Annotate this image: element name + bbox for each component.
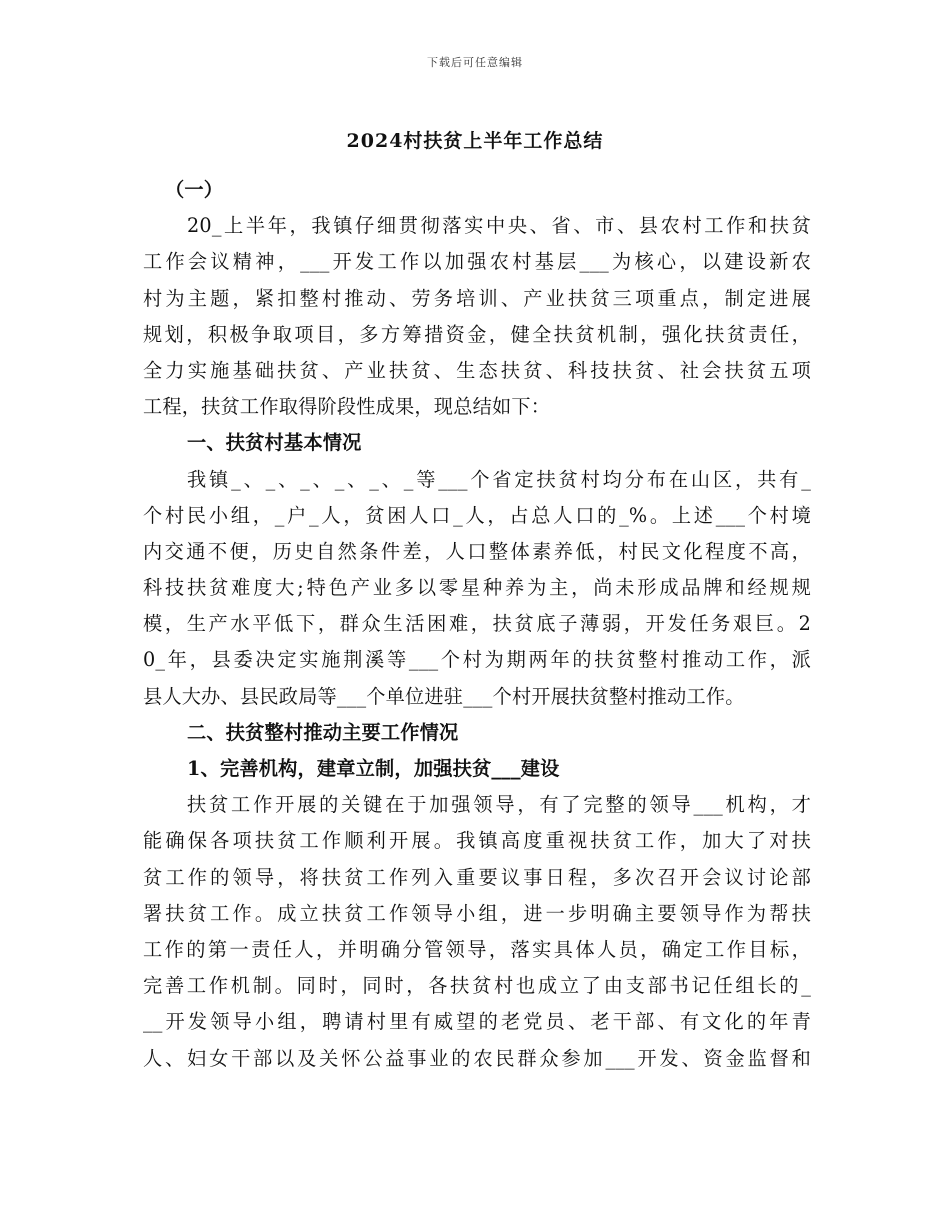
body-line: 内交通不便，历史自然条件差，人口整体素养低，村民文化程度不高， <box>143 539 811 563</box>
body-line: 0_年，县委决定实施荆溪等___个村为期两年的扶贫整村推动工作，派 <box>143 648 811 672</box>
body-line: __开发领导小组，聘请村里有威望的老党员、老干部、有文化的年青 <box>143 1010 811 1034</box>
body-line: 科技扶贫难度大;特色产业多以零星种养为主，尚未形成品牌和经规规 <box>143 576 811 600</box>
body-line: 贫工作的领导，将扶贫工作列入重要议事日程，多次召开会议讨论部 <box>143 865 811 889</box>
body-line: 扶贫工作开展的关键在于加强领导，有了完整的领导___机构，才 <box>187 793 811 817</box>
body-line: 规划，积极争取项目，多方筹措资金，健全扶贫机制，强化扶贫责任， <box>143 322 811 346</box>
body-line: 工程，扶贫工作取得阶段性成果，现总结如下： <box>143 395 551 419</box>
body-line: 完善工作机制。同时，同时，各扶贫村也成立了由支部书记任组长的_ <box>143 974 811 998</box>
body-line: 能确保各项扶贫工作顺利开展。我镇高度重视扶贫工作，加大了对扶 <box>143 829 811 853</box>
body-line: 署扶贫工作。成立扶贫工作领导小组，进一步明确主要领导作为帮扶 <box>143 901 811 925</box>
body-line: 20_上半年，我镇仔细贯彻落实中央、省、市、县农村工作和扶贫 <box>187 214 811 238</box>
document-body <box>143 172 811 1077</box>
body-line: 工作会议精神，___开发工作以加强农村基层___为核心，以建设新农 <box>143 250 811 274</box>
body-line: 个村民小组，_户_人，贫困人口_人，占总人口的_%。上述___个村境 <box>143 503 811 527</box>
body-line: 工作的第一责任人，并明确分管领导，落实具体人员，确定工作目标， <box>143 937 811 961</box>
document-title: 2024村扶贫上半年工作总结 <box>346 130 604 152</box>
section-heading: 二、扶贫整村推动主要工作情况 <box>187 720 459 744</box>
body-line: 村为主题，紧扣整村推动、劳务培训、产业扶贫三项重点，制定进展 <box>143 286 811 310</box>
section-heading: 1、完善机构，建章立制，加强扶贫___建设 <box>187 757 560 780</box>
body-line: 模，生产水平低下，群众生活困难，扶贫底子薄弱，开发任务艰巨。2 <box>143 612 811 636</box>
body-line: 全力实施基础扶贫、产业扶贫、生态扶贫、科技扶贫、社会扶贫五项 <box>143 358 811 382</box>
body-line: 人、妇女干部以及关怀公益事业的农民群众参加___开发、资金监督和 <box>143 1046 811 1070</box>
body-line: 县人大办、县民政局等___个单位进驻___个村开展扶贫整村推动工作。 <box>143 684 745 708</box>
header-note: 下载后可任意编辑 <box>427 56 523 69</box>
section-heading: （一） <box>165 178 224 201</box>
section-heading: 一、扶贫村基本情况 <box>187 431 362 455</box>
body-line: 我镇_、_、_、_、_、_等___个省定扶贫村均分布在山区，共有_ <box>187 467 811 491</box>
